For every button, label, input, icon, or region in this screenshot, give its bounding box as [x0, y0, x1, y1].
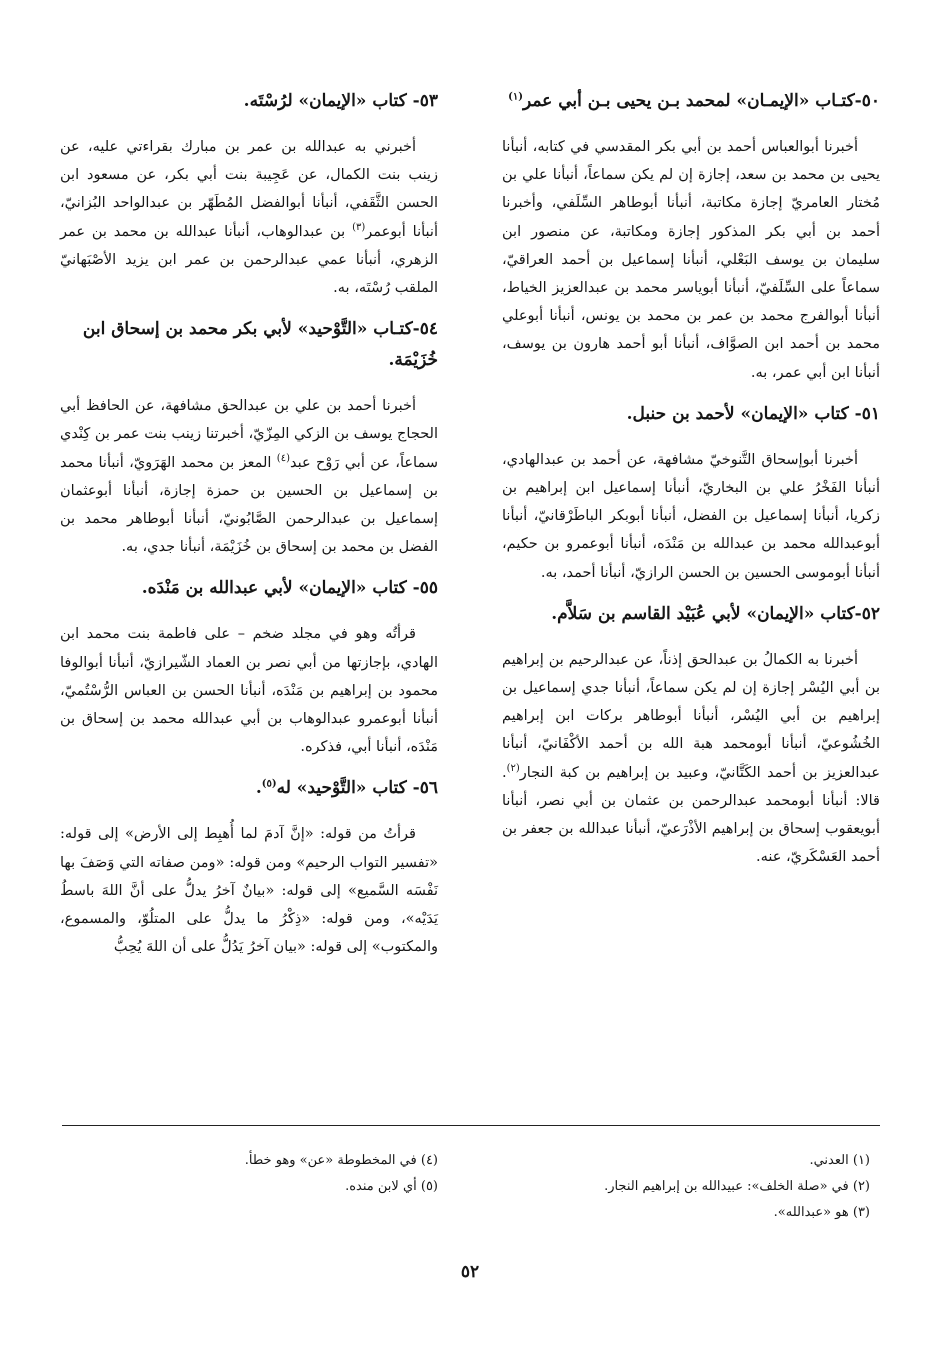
footnote-3: (٣) هو «عبدالله».: [773, 1205, 870, 1220]
footnote-ref-5: (٥): [261, 778, 277, 790]
section-54-text: [60, 392, 438, 561]
section-54-heading: ٥٤-كتـاب «التَّوْحيد» لأبي بكر محمد بن إسحاق ابن خُزَيْمَة.: [82, 319, 438, 371]
footnote-ref-3: (٣): [352, 221, 366, 233]
section-52-heading: ٥٢-كتاب «الإيمان» لأبي عُبَيْد القاسم بن سَلاَّم.: [551, 603, 880, 624]
section-56-title: ٥٦- كتاب «التَّوْحيد» له: [276, 778, 438, 799]
section-55-heading: ٥٥- كتاب «الإيمان» لأبي عبدالله بن مَنْدَه.: [141, 578, 438, 599]
section-51-text: أخبرنا أبوإسحاق التَّنوخيّ مشافهة، عن أحمد بن عبدالهادي، أنبأنا الفَخْرُ علي بن البخاريّ، أنبأنا إسماعيل ابن إبراهيم بن زكريا، أنبأنا إسماعيل بن الفضل، أنبأنا أبوبكر الباطَرْقانيّ، أنبأنا أبوعبدالله محمد بن عبدالله بن مَنْدَه، أنبأنا أبوعمرو بن حكيم، أنبأنا أبوموسى الحسين بن الحسن الرازيّ، أنبأنا أحمد، به.: [502, 451, 880, 581]
section-52-text-part-b: . قالا: أنبأنا أبومحمد عبدالرحمن بن عثمان بن أبي نصر، أنبأنا أبويعقوب إسحاق بن إبراهيم الأذْرَعيّ، أنبأنا عبدالله بن جعفر بن أحمد العَسْكَريّ، عنه.: [502, 764, 880, 866]
section-51-heading: ٥١- كتاب «الإيمان» لأحمد بن حنبل.: [626, 403, 880, 424]
section-54-text-part-a: أخبرنا أحمد بن علي بن عبدالحق مشافهة، عن الحافظ أبي الحجاج يوسف بن الزكي المِزّيّ، أخبرتنا زينب بنت عمر بن كِنْدي سماعاً، عن أبي رَوْح عبد: [60, 398, 438, 471]
section-53-text: [60, 133, 438, 302]
section-50-text: أخبرنا أبوالعباس أحمد بن أبي بكر المقدسي في كتابه، أنبأنا يحيى بن محمد بن سعد، إجازة إن لم يكن سماعاً، أنبأنا علي بن مُختار العامريّ إجازة مكاتبة، أنبأنا أبوطاهر السِّلَفي، وأخبرنا أحمد بن أبي بكر المذكور إجازة ومكاتبة، عن منصور ابن سليمان بن يوسف البَعْلي، أنبأنا إسماعيل بن أحمد العراقيّ، سماعاً على السِّلَفيّ، أنبأنا أبوياسر محمد بن عبدالعزيز الخياط، أنبأنا أبوالفرج محمد بن عمر بن محمد بن يونس، أنبأنا أبوعلي محمد بن أحمد ابن الصوَّاف، أنبأنا أبو أحمد هارون بن يوسف، أنبأنا ابن أبي عمر، به.: [502, 139, 880, 381]
footnote-4: (٤) في المخطوطة «عن» وهو خطأ.: [244, 1153, 438, 1168]
section-50-heading: [502, 86, 880, 117]
section-56-heading: [60, 773, 438, 804]
section-50-title: ٥٠-كتـاب «الإيمـان» لمحمد بـن يحيى بـن أبي عمر: [522, 91, 880, 111]
footnote-2: (٢) في «صلة الخلف»: عبيدالله بن إبراهيم النجار.: [604, 1179, 870, 1194]
right-column: [502, 80, 880, 883]
section-52-text-part-a: أخبرنا به الكمالُ بن عبدالحق إذناً، عن عبدالرحيم بن إبراهيم بن أبي اليُسْر إجازة إن لم يكن سماعاً، أنبأنا جدي إسماعيل بن إبراهيم بن أبي اليُسْر، أنبأنا أبوطاهر بركات ابن إبراهيم الخُشُوعيّ، أنبأنا أبومحمد هبة الله بن أحمد الأكْفَانيّ، أنبأنا عبدالعزيز بن أحمد الكَتَّانيّ، وعبيد بن إبراهيم بن كبة النجار: [502, 651, 880, 781]
left-column: [60, 80, 438, 973]
section-53-heading: ٥٣- كتاب «الإيمان» لرُسْتَه.: [243, 91, 438, 111]
footnote-ref-1: (١): [508, 91, 523, 103]
footnote-5: (٥) أي لابن منده.: [345, 1179, 438, 1194]
footnote-divider: [62, 1125, 880, 1126]
footnote-ref-2: (٢): [506, 762, 520, 774]
section-55-text: قرأتُه وهو في مجلد ضخم – على فاطمة بنت محمد ابن الهادي، بإجازتها من أبي نصر بن العماد الشّيرازيّ، أنبأنا أبوالوفا محمود بن إبراهيم بن مَنْدَه، أنبأنا الحسن بن العباس الرُّسْتُميّ، أنبأنا أبوعمرو عبدالوهاب بن أبي عبدالله محمد بن إسحاق بن مَنْدَه، أنبأنا أبي، فذكره.: [60, 626, 438, 756]
footnote-ref-4: (٤): [276, 452, 290, 464]
section-53-text-part-b: بن عبدالوهاب، أنبأنا عبدالله بن محمد بن عمر الزهري، أنبأنا عمي عبدالرحمن بن عمر ابن يزيد الأصْبَهانيّ الملقب رُسْتَه، به.: [60, 223, 438, 297]
section-54-text-part-b: المعز بن محمد الهَرَويّ، أنبأنا محمد بن إسماعيل بن الحسين بن حمزة إجازة، أنبأنا أبوعثمان إسماعيل بن عبدالرحمن الصَّابُونيّ، أنبأنا أبوطاهر محمد بن الفضل بن محمد بن إسحاق بن خُزَيْمَة، أنبأنا جدي، به.: [60, 454, 438, 556]
section-52-text: [502, 646, 880, 872]
section-56-title-end: .: [255, 778, 262, 799]
footnotes-right: [470, 1148, 870, 1226]
section-53-text-part-a: أخبرني به عبدالله بن عمر بن مبارك بقراءتي عليه، عن زينب بنت الكمال، عن عَجِيبة بنت أبي بكر، عن مسعود ابن الحسن الثَّقَفي، أنبأنا أبوالفضل المُطَهّر بن عبدالواحد البُزانيّ، أنبأنا أبوعمر: [60, 139, 438, 240]
page-number: ٥٢: [460, 1262, 480, 1282]
footnote-1: (١) العدني.: [809, 1153, 870, 1168]
footnotes-left: [38, 1148, 438, 1200]
section-56-text: قرأتُ من قوله: «إنَّ آدمَ لما أُهبِط إلى الأرض» إلى قوله: «تفسير التواب الرحيم» ومن قوله: «ومن صفاته التي وَصَفَ بها نَفْسَه السَّميع» إلى قوله: «بيانٌ آخرُ يدلُّ على أنَّ اللهَ باسطُ يَدَيْه»، ومن قوله: «ذِكْرُ ما يدلُّ على المتلُوّ، والمسموع، والمكتوب» إلى قوله: «بيان آخرُ يَدُلُّ على أن اللهَ يُحِبُّ: [60, 826, 438, 956]
